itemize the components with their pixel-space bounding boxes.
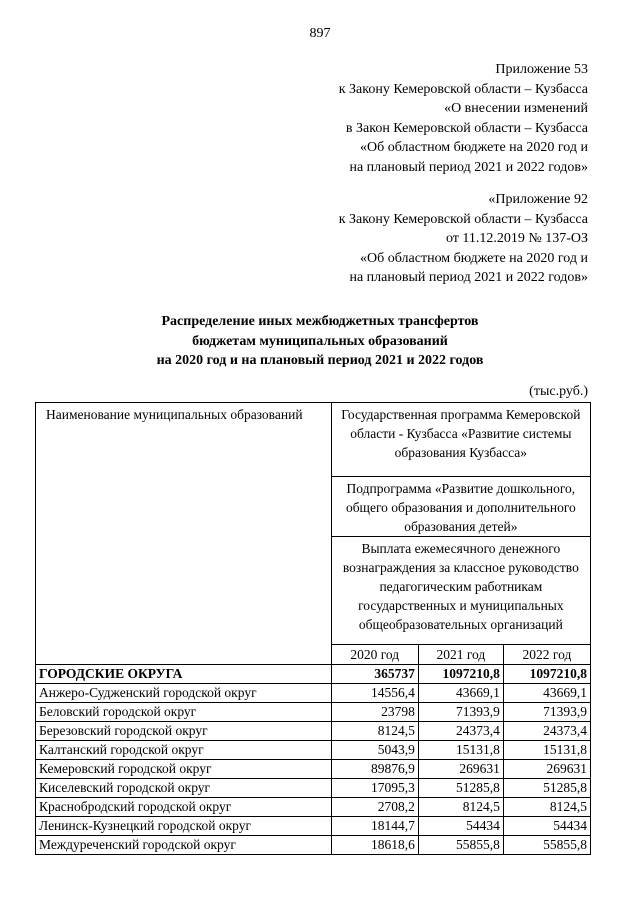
annex-92-header xyxy=(339,190,588,288)
amount-cell: 51285,8 xyxy=(418,779,503,798)
annex-line: Приложение 53 xyxy=(495,62,588,77)
name-column-header: Наименование муниципальных образований xyxy=(36,403,332,665)
amount-cell: 18144,7 xyxy=(331,817,418,836)
document-title xyxy=(0,312,640,371)
annex-line: в Закон Кемеровской области – Кузбасса xyxy=(345,120,588,136)
municipality-name: Краснобродский городской округ xyxy=(36,798,332,817)
amount-cell: 89876,9 xyxy=(331,760,418,779)
municipality-name: Калтанский городской округ xyxy=(36,741,332,760)
municipality-name: Киселевский городской округ xyxy=(36,779,332,798)
amount-cell: 55855,8 xyxy=(418,836,503,855)
amount-cell: 71393,9 xyxy=(418,703,503,722)
amount-cell: 15131,8 xyxy=(418,741,503,760)
amount-cell: 2708,2 xyxy=(331,798,418,817)
municipality-name: ГОРОДСКИЕ ОКРУГА xyxy=(36,665,332,684)
year-header: 2020 год xyxy=(331,645,418,665)
annex-line: «Об областном бюджете на 2020 год и xyxy=(360,250,588,266)
title-line: Распределение иных межбюджетных трансфертов xyxy=(161,314,479,329)
amount-cell: 54434 xyxy=(418,817,503,836)
measure-header: Выплата ежемесячного денежного вознаграждения за классное руководство педагогическим работникам государственных и муниципальных общеобразовательных организаций xyxy=(331,537,590,645)
amount-cell: 18618,6 xyxy=(331,836,418,855)
title-line: бюджетам муниципальных образований xyxy=(192,333,448,349)
amount-cell: 1097210,8 xyxy=(418,665,503,684)
table-row xyxy=(36,722,591,741)
table-row xyxy=(36,684,591,703)
amount-cell: 8124,5 xyxy=(418,798,503,817)
subprogram-header: Подпрограмма «Развитие дошкольного, общего образования и дополнительного образования детей» xyxy=(331,477,590,537)
annex-line: «О внесении изменений xyxy=(444,101,588,116)
amount-cell: 365737 xyxy=(331,665,418,684)
amount-cell: 8124,5 xyxy=(331,722,418,741)
table-row xyxy=(36,741,591,760)
annex-53-header xyxy=(339,60,588,177)
amount-cell: 51285,8 xyxy=(503,779,590,798)
municipality-name: Ленинск-Кузнецкий городской округ xyxy=(36,817,332,836)
annex-line: «Приложение 92 xyxy=(488,192,588,207)
total-row xyxy=(36,665,591,684)
table-row xyxy=(36,703,591,722)
table-row xyxy=(36,836,591,855)
table-row xyxy=(36,779,591,798)
municipality-name: Анжеро-Судженский городской округ xyxy=(36,684,332,703)
title-line: на 2020 год и на плановый период 2021 и 2022 годов xyxy=(156,353,484,368)
year-header: 2021 год xyxy=(418,645,503,665)
municipality-name: Березовский городской округ xyxy=(36,722,332,741)
annex-line: на плановый период 2021 и 2022 годов» xyxy=(349,159,588,175)
amount-cell: 15131,8 xyxy=(503,741,590,760)
amount-cell: 43669,1 xyxy=(418,684,503,703)
amount-cell: 17095,3 xyxy=(331,779,418,798)
amount-cell: 5043,9 xyxy=(331,741,418,760)
program-header: Государственная программа Кемеровской области - Кузбасса «Развитие системы образования Кузбасса» xyxy=(331,403,590,477)
municipality-name: Беловский городской округ xyxy=(36,703,332,722)
amount-cell: 269631 xyxy=(418,760,503,779)
transfers-table xyxy=(35,402,591,855)
annex-line: на плановый период 2021 и 2022 годов» xyxy=(349,270,588,285)
page-number: 897 xyxy=(309,26,331,41)
table-row xyxy=(36,817,591,836)
municipality-name: Кемеровский городской округ xyxy=(36,760,332,779)
amount-cell: 24373,4 xyxy=(503,722,590,741)
annex-line: к Закону Кемеровской области – Кузбасса xyxy=(338,211,588,227)
amount-cell: 43669,1 xyxy=(503,684,590,703)
amount-cell: 1097210,8 xyxy=(503,665,590,684)
municipality-name: Междуреченский городской округ xyxy=(36,836,332,855)
amount-cell: 23798 xyxy=(331,703,418,722)
amount-cell: 24373,4 xyxy=(418,722,503,741)
table-row xyxy=(36,760,591,779)
amount-cell: 14556,4 xyxy=(331,684,418,703)
amount-cell: 54434 xyxy=(503,817,590,836)
amount-cell: 269631 xyxy=(503,760,590,779)
year-header: 2022 год xyxy=(503,645,590,665)
annex-line: «Об областном бюджете на 2020 год и xyxy=(360,140,588,155)
table-row xyxy=(36,798,591,817)
amount-cell: 71393,9 xyxy=(503,703,590,722)
amount-cell: 55855,8 xyxy=(503,836,590,855)
units-label: (тыс.руб.) xyxy=(529,384,588,399)
annex-line: к Закону Кемеровской области – Кузбасса xyxy=(338,81,588,97)
annex-line: от 11.12.2019 № 137-ОЗ xyxy=(445,231,588,246)
amount-cell: 8124,5 xyxy=(503,798,590,817)
